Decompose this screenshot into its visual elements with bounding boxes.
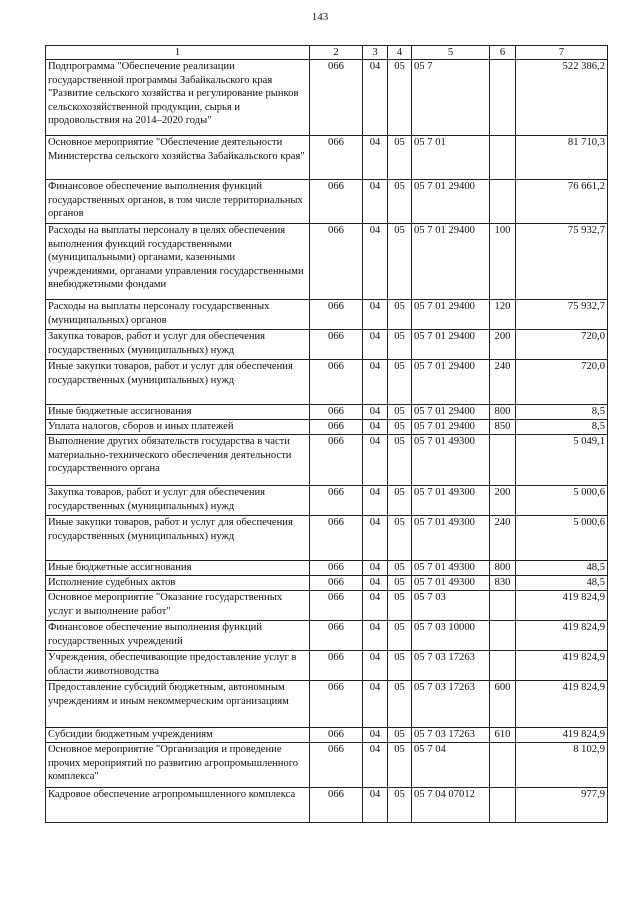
budget-table bbox=[45, 45, 608, 823]
table-row bbox=[46, 743, 608, 788]
row-rz: 04 bbox=[363, 728, 388, 743]
row-sum: 8 102,9 bbox=[516, 743, 608, 788]
row-csr: 05 7 03 10000 bbox=[412, 621, 490, 651]
table-row bbox=[46, 60, 608, 136]
row-csr: 05 7 01 bbox=[412, 136, 490, 180]
row-pr: 05 bbox=[388, 516, 412, 561]
table-row bbox=[46, 300, 608, 330]
row-rz: 04 bbox=[363, 576, 388, 591]
table-row bbox=[46, 360, 608, 405]
table-header-row bbox=[46, 46, 608, 60]
row-name: Исполнение судебных актов bbox=[46, 576, 310, 591]
table-row bbox=[46, 405, 608, 420]
table-row bbox=[46, 420, 608, 435]
row-pr: 05 bbox=[388, 486, 412, 516]
row-vr: 240 bbox=[490, 516, 516, 561]
table-row bbox=[46, 224, 608, 300]
column-header: 3 bbox=[363, 46, 388, 60]
row-csr: 05 7 01 49300 bbox=[412, 576, 490, 591]
table-row bbox=[46, 136, 608, 180]
row-csr: 05 7 01 29400 bbox=[412, 300, 490, 330]
row-name: Расходы на выплаты персоналу государственных (муниципальных) органов bbox=[46, 300, 310, 330]
row-grbs: 066 bbox=[310, 60, 363, 136]
column-header: 7 bbox=[516, 46, 608, 60]
table-row bbox=[46, 180, 608, 224]
row-vr: 610 bbox=[490, 728, 516, 743]
row-name: Учреждения, обеспечивающие предоставление услуг в области животноводства bbox=[46, 651, 310, 681]
row-rz: 04 bbox=[363, 621, 388, 651]
row-vr: 800 bbox=[490, 405, 516, 420]
row-name: Иные бюджетные ассигнования bbox=[46, 405, 310, 420]
row-name: Субсидии бюджетным учреждениям bbox=[46, 728, 310, 743]
row-grbs: 066 bbox=[310, 330, 363, 360]
row-grbs: 066 bbox=[310, 576, 363, 591]
row-sum: 419 824,9 bbox=[516, 681, 608, 728]
column-header: 1 bbox=[46, 46, 310, 60]
row-name: Уплата налогов, сборов и иных платежей bbox=[46, 420, 310, 435]
row-name: Иные закупки товаров, работ и услуг для обеспечения государственных (муниципальных) нужд bbox=[46, 516, 310, 561]
row-name: Расходы на выплаты персоналу в целях обеспечения выполнения функций государственными (муниципальными) органами, казенными учреждениями, органами управления государственными внебюджетными фондами bbox=[46, 224, 310, 300]
row-vr: 200 bbox=[490, 486, 516, 516]
row-pr: 05 bbox=[388, 621, 412, 651]
row-rz: 04 bbox=[363, 651, 388, 681]
row-name: Подпрограмма "Обеспечение реализации государственной программы Забайкальского края "Развитие сельского хозяйства и регулирование рынков сельскохозяйственной продукции, сырья и продовольствия на 2014–2020 годы" bbox=[46, 60, 310, 136]
row-vr bbox=[490, 621, 516, 651]
row-grbs: 066 bbox=[310, 651, 363, 681]
table-row bbox=[46, 788, 608, 823]
row-grbs: 066 bbox=[310, 300, 363, 330]
row-csr: 05 7 01 29400 bbox=[412, 330, 490, 360]
row-grbs: 066 bbox=[310, 743, 363, 788]
row-name: Финансовое обеспечение выполнения функций государственных органов, в том числе территориальных органов bbox=[46, 180, 310, 224]
row-csr: 05 7 01 29400 bbox=[412, 360, 490, 405]
row-sum: 8,5 bbox=[516, 405, 608, 420]
row-csr: 05 7 01 49300 bbox=[412, 435, 490, 486]
row-pr: 05 bbox=[388, 224, 412, 300]
row-rz: 04 bbox=[363, 60, 388, 136]
row-csr: 05 7 bbox=[412, 60, 490, 136]
table-row bbox=[46, 330, 608, 360]
row-grbs: 066 bbox=[310, 516, 363, 561]
row-rz: 04 bbox=[363, 516, 388, 561]
row-rz: 04 bbox=[363, 360, 388, 405]
table-row bbox=[46, 591, 608, 621]
table-row bbox=[46, 681, 608, 728]
row-grbs: 066 bbox=[310, 681, 363, 728]
row-grbs: 066 bbox=[310, 561, 363, 576]
row-name: Кадровое обеспечение агропромышленного комплекса bbox=[46, 788, 310, 823]
row-csr: 05 7 03 17263 bbox=[412, 728, 490, 743]
row-csr: 05 7 01 29400 bbox=[412, 405, 490, 420]
row-name: Выполнение других обязательств государства в части материально-технического обеспечения деятельности государственного органа bbox=[46, 435, 310, 486]
column-header: 5 bbox=[412, 46, 490, 60]
row-csr: 05 7 01 29400 bbox=[412, 420, 490, 435]
row-sum: 76 661,2 bbox=[516, 180, 608, 224]
row-rz: 04 bbox=[363, 420, 388, 435]
row-sum: 81 710,3 bbox=[516, 136, 608, 180]
row-grbs: 066 bbox=[310, 621, 363, 651]
row-pr: 05 bbox=[388, 591, 412, 621]
row-rz: 04 bbox=[363, 330, 388, 360]
row-pr: 05 bbox=[388, 60, 412, 136]
row-vr bbox=[490, 591, 516, 621]
row-csr: 05 7 01 29400 bbox=[412, 224, 490, 300]
row-sum: 5 000,6 bbox=[516, 486, 608, 516]
row-sum: 522 386,2 bbox=[516, 60, 608, 136]
row-grbs: 066 bbox=[310, 435, 363, 486]
row-vr bbox=[490, 60, 516, 136]
row-rz: 04 bbox=[363, 180, 388, 224]
table-row bbox=[46, 561, 608, 576]
row-pr: 05 bbox=[388, 561, 412, 576]
row-pr: 05 bbox=[388, 330, 412, 360]
row-rz: 04 bbox=[363, 435, 388, 486]
table-row bbox=[46, 651, 608, 681]
row-rz: 04 bbox=[363, 405, 388, 420]
row-grbs: 066 bbox=[310, 486, 363, 516]
row-vr: 240 bbox=[490, 360, 516, 405]
row-pr: 05 bbox=[388, 788, 412, 823]
row-vr bbox=[490, 788, 516, 823]
row-sum: 75 932,7 bbox=[516, 224, 608, 300]
row-sum: 8,5 bbox=[516, 420, 608, 435]
row-name: Иные закупки товаров, работ и услуг для обеспечения государственных (муниципальных) нужд bbox=[46, 360, 310, 405]
row-pr: 05 bbox=[388, 435, 412, 486]
row-sum: 419 824,9 bbox=[516, 728, 608, 743]
row-sum: 977,9 bbox=[516, 788, 608, 823]
row-pr: 05 bbox=[388, 300, 412, 330]
row-sum: 75 932,7 bbox=[516, 300, 608, 330]
table-row bbox=[46, 516, 608, 561]
table-row bbox=[46, 486, 608, 516]
row-pr: 05 bbox=[388, 576, 412, 591]
row-grbs: 066 bbox=[310, 405, 363, 420]
row-vr bbox=[490, 180, 516, 224]
row-csr: 05 7 01 29400 bbox=[412, 180, 490, 224]
row-vr: 850 bbox=[490, 420, 516, 435]
row-vr bbox=[490, 743, 516, 788]
row-pr: 05 bbox=[388, 681, 412, 728]
row-rz: 04 bbox=[363, 788, 388, 823]
row-csr: 05 7 01 49300 bbox=[412, 561, 490, 576]
table-row bbox=[46, 435, 608, 486]
page-number: 143 bbox=[311, 11, 329, 23]
table-row bbox=[46, 576, 608, 591]
row-name: Предоставление субсидий бюджетным, автономным учреждениям и иным некоммерческим организациям bbox=[46, 681, 310, 728]
row-name: Закупка товаров, работ и услуг для обеспечения государственных (муниципальных) нужд bbox=[46, 486, 310, 516]
row-rz: 04 bbox=[363, 224, 388, 300]
row-grbs: 066 bbox=[310, 591, 363, 621]
row-vr: 120 bbox=[490, 300, 516, 330]
row-sum: 419 824,9 bbox=[516, 591, 608, 621]
row-pr: 05 bbox=[388, 360, 412, 405]
row-rz: 04 bbox=[363, 136, 388, 180]
row-sum: 48,5 bbox=[516, 561, 608, 576]
row-vr: 600 bbox=[490, 681, 516, 728]
column-header: 2 bbox=[310, 46, 363, 60]
row-sum: 5 049,1 bbox=[516, 435, 608, 486]
row-sum: 5 000,6 bbox=[516, 516, 608, 561]
row-rz: 04 bbox=[363, 300, 388, 330]
row-csr: 05 7 04 07012 bbox=[412, 788, 490, 823]
row-rz: 04 bbox=[363, 561, 388, 576]
row-csr: 05 7 03 17263 bbox=[412, 681, 490, 728]
row-name: Основное мероприятие "Организация и проведение прочих мероприятий по развитию агропромышленного комплекса" bbox=[46, 743, 310, 788]
row-pr: 05 bbox=[388, 743, 412, 788]
row-rz: 04 bbox=[363, 486, 388, 516]
row-vr: 830 bbox=[490, 576, 516, 591]
row-name: Основное мероприятие "Оказание государственных услуг и выполнение работ" bbox=[46, 591, 310, 621]
row-rz: 04 bbox=[363, 743, 388, 788]
row-name: Основное мероприятие "Обеспечение деятельности Министерства сельского хозяйства Забайкальского края" bbox=[46, 136, 310, 180]
table-row bbox=[46, 621, 608, 651]
row-csr: 05 7 01 49300 bbox=[412, 486, 490, 516]
row-name: Иные бюджетные ассигнования bbox=[46, 561, 310, 576]
row-grbs: 066 bbox=[310, 788, 363, 823]
row-csr: 05 7 03 bbox=[412, 591, 490, 621]
row-name: Финансовое обеспечение выполнения функций государственных учреждений bbox=[46, 621, 310, 651]
row-vr: 800 bbox=[490, 561, 516, 576]
row-sum: 419 824,9 bbox=[516, 651, 608, 681]
row-sum: 419 824,9 bbox=[516, 621, 608, 651]
row-grbs: 066 bbox=[310, 728, 363, 743]
row-sum: 720,0 bbox=[516, 330, 608, 360]
row-vr: 200 bbox=[490, 330, 516, 360]
row-vr bbox=[490, 136, 516, 180]
row-pr: 05 bbox=[388, 405, 412, 420]
row-vr: 100 bbox=[490, 224, 516, 300]
table-row bbox=[46, 728, 608, 743]
row-pr: 05 bbox=[388, 136, 412, 180]
column-header: 4 bbox=[388, 46, 412, 60]
row-grbs: 066 bbox=[310, 360, 363, 405]
row-grbs: 066 bbox=[310, 224, 363, 300]
row-csr: 05 7 04 bbox=[412, 743, 490, 788]
row-sum: 48,5 bbox=[516, 576, 608, 591]
row-pr: 05 bbox=[388, 180, 412, 224]
row-csr: 05 7 01 49300 bbox=[412, 516, 490, 561]
row-grbs: 066 bbox=[310, 136, 363, 180]
column-header: 6 bbox=[490, 46, 516, 60]
row-pr: 05 bbox=[388, 728, 412, 743]
row-grbs: 066 bbox=[310, 180, 363, 224]
row-pr: 05 bbox=[388, 651, 412, 681]
row-rz: 04 bbox=[363, 591, 388, 621]
row-name: Закупка товаров, работ и услуг для обеспечения государственных (муниципальных) нужд bbox=[46, 330, 310, 360]
row-rz: 04 bbox=[363, 681, 388, 728]
row-vr bbox=[490, 651, 516, 681]
row-sum: 720,0 bbox=[516, 360, 608, 405]
row-grbs: 066 bbox=[310, 420, 363, 435]
row-pr: 05 bbox=[388, 420, 412, 435]
row-vr bbox=[490, 435, 516, 486]
row-csr: 05 7 03 17263 bbox=[412, 651, 490, 681]
